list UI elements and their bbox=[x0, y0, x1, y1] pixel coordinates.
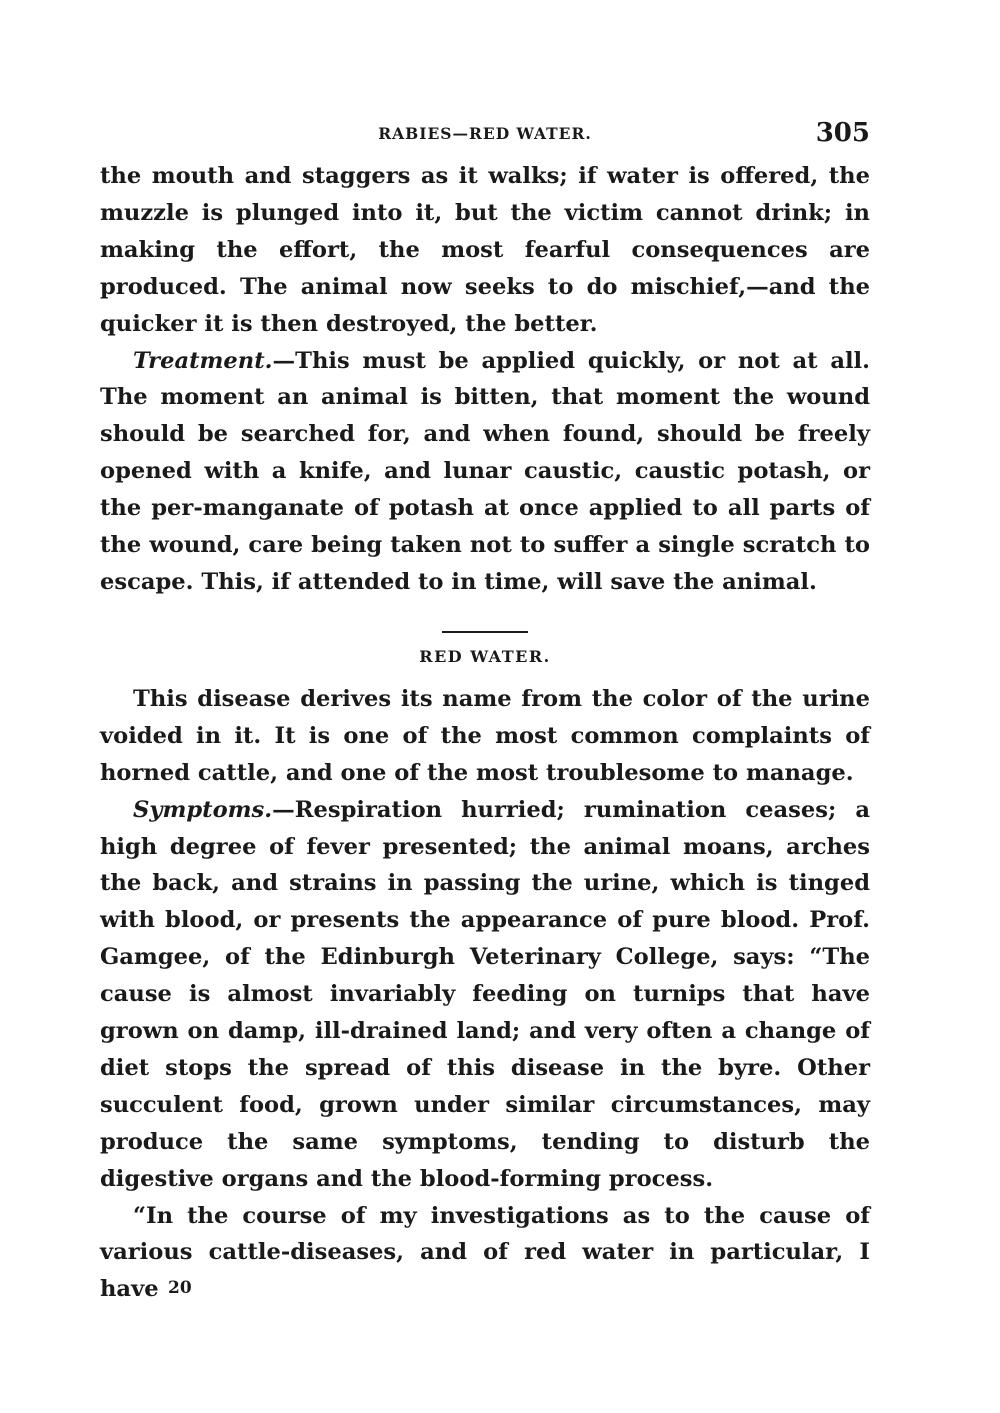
signature-mark: 20 bbox=[168, 1278, 192, 1298]
paragraph-continued: the mouth and staggers as it walks; if water is offered, the muzzle is plunged into it, but the victim cannot drink; in making the effort, the most fearful consequences are produced. The animal now seeks to do mischief,—and the quicker it is then destroyed, the better. bbox=[100, 163, 870, 337]
section-divider bbox=[442, 631, 528, 633]
paragraph-treatment bbox=[100, 343, 870, 601]
symptoms-text: —Respiration hurried; rumination ceases; a high degree of fever presented; the animal moans, arches the back, and strains in passing the urine, which is tinged with blood, or presents the appearance of pure blood. Prof. Gamgee, of the Edinburgh Veterinary College, says: “The cause is almost invariably feeding on turnips that have grown on damp, ill-drained land; and very often a change of diet stops the spread of this disease in the byre. Other succulent food, grown under similar circumstances, may produce the same symptoms, tending to disturb the digestive organs and the blood-forming process. bbox=[100, 796, 870, 1192]
treatment-text: —This must be applied quickly, or not at all. The moment an animal is bitten, that moment the wound should be searched for, and when found, should be freely opened with a knife, and lunar caustic, caustic potash, or the per-manganate of potash at once applied to all parts of the wound, care being taken not to suffer a single scratch to escape. This, if attended to in time, will save the animal. bbox=[100, 347, 870, 595]
book-page bbox=[100, 118, 870, 1308]
paragraph-quote: “In the course of my investigations as to the cause of various cattle-diseases, and of red water in particular, I have bbox=[100, 1202, 870, 1303]
running-title: RABIES—RED WATER. bbox=[378, 124, 592, 143]
page-header bbox=[100, 118, 870, 158]
page-number: 305 bbox=[815, 118, 870, 148]
section-heading: RED WATER. bbox=[419, 646, 551, 666]
symptoms-lead: Symptoms. bbox=[133, 796, 273, 823]
paragraph-intro: This disease derives its name from the color of the urine voided in it. It is one of the most common complaints of horned cattle, and one of the most troublesome to manage. bbox=[100, 685, 870, 786]
treatment-lead: Treatment. bbox=[133, 347, 273, 374]
paragraph-symptoms bbox=[100, 792, 870, 1198]
